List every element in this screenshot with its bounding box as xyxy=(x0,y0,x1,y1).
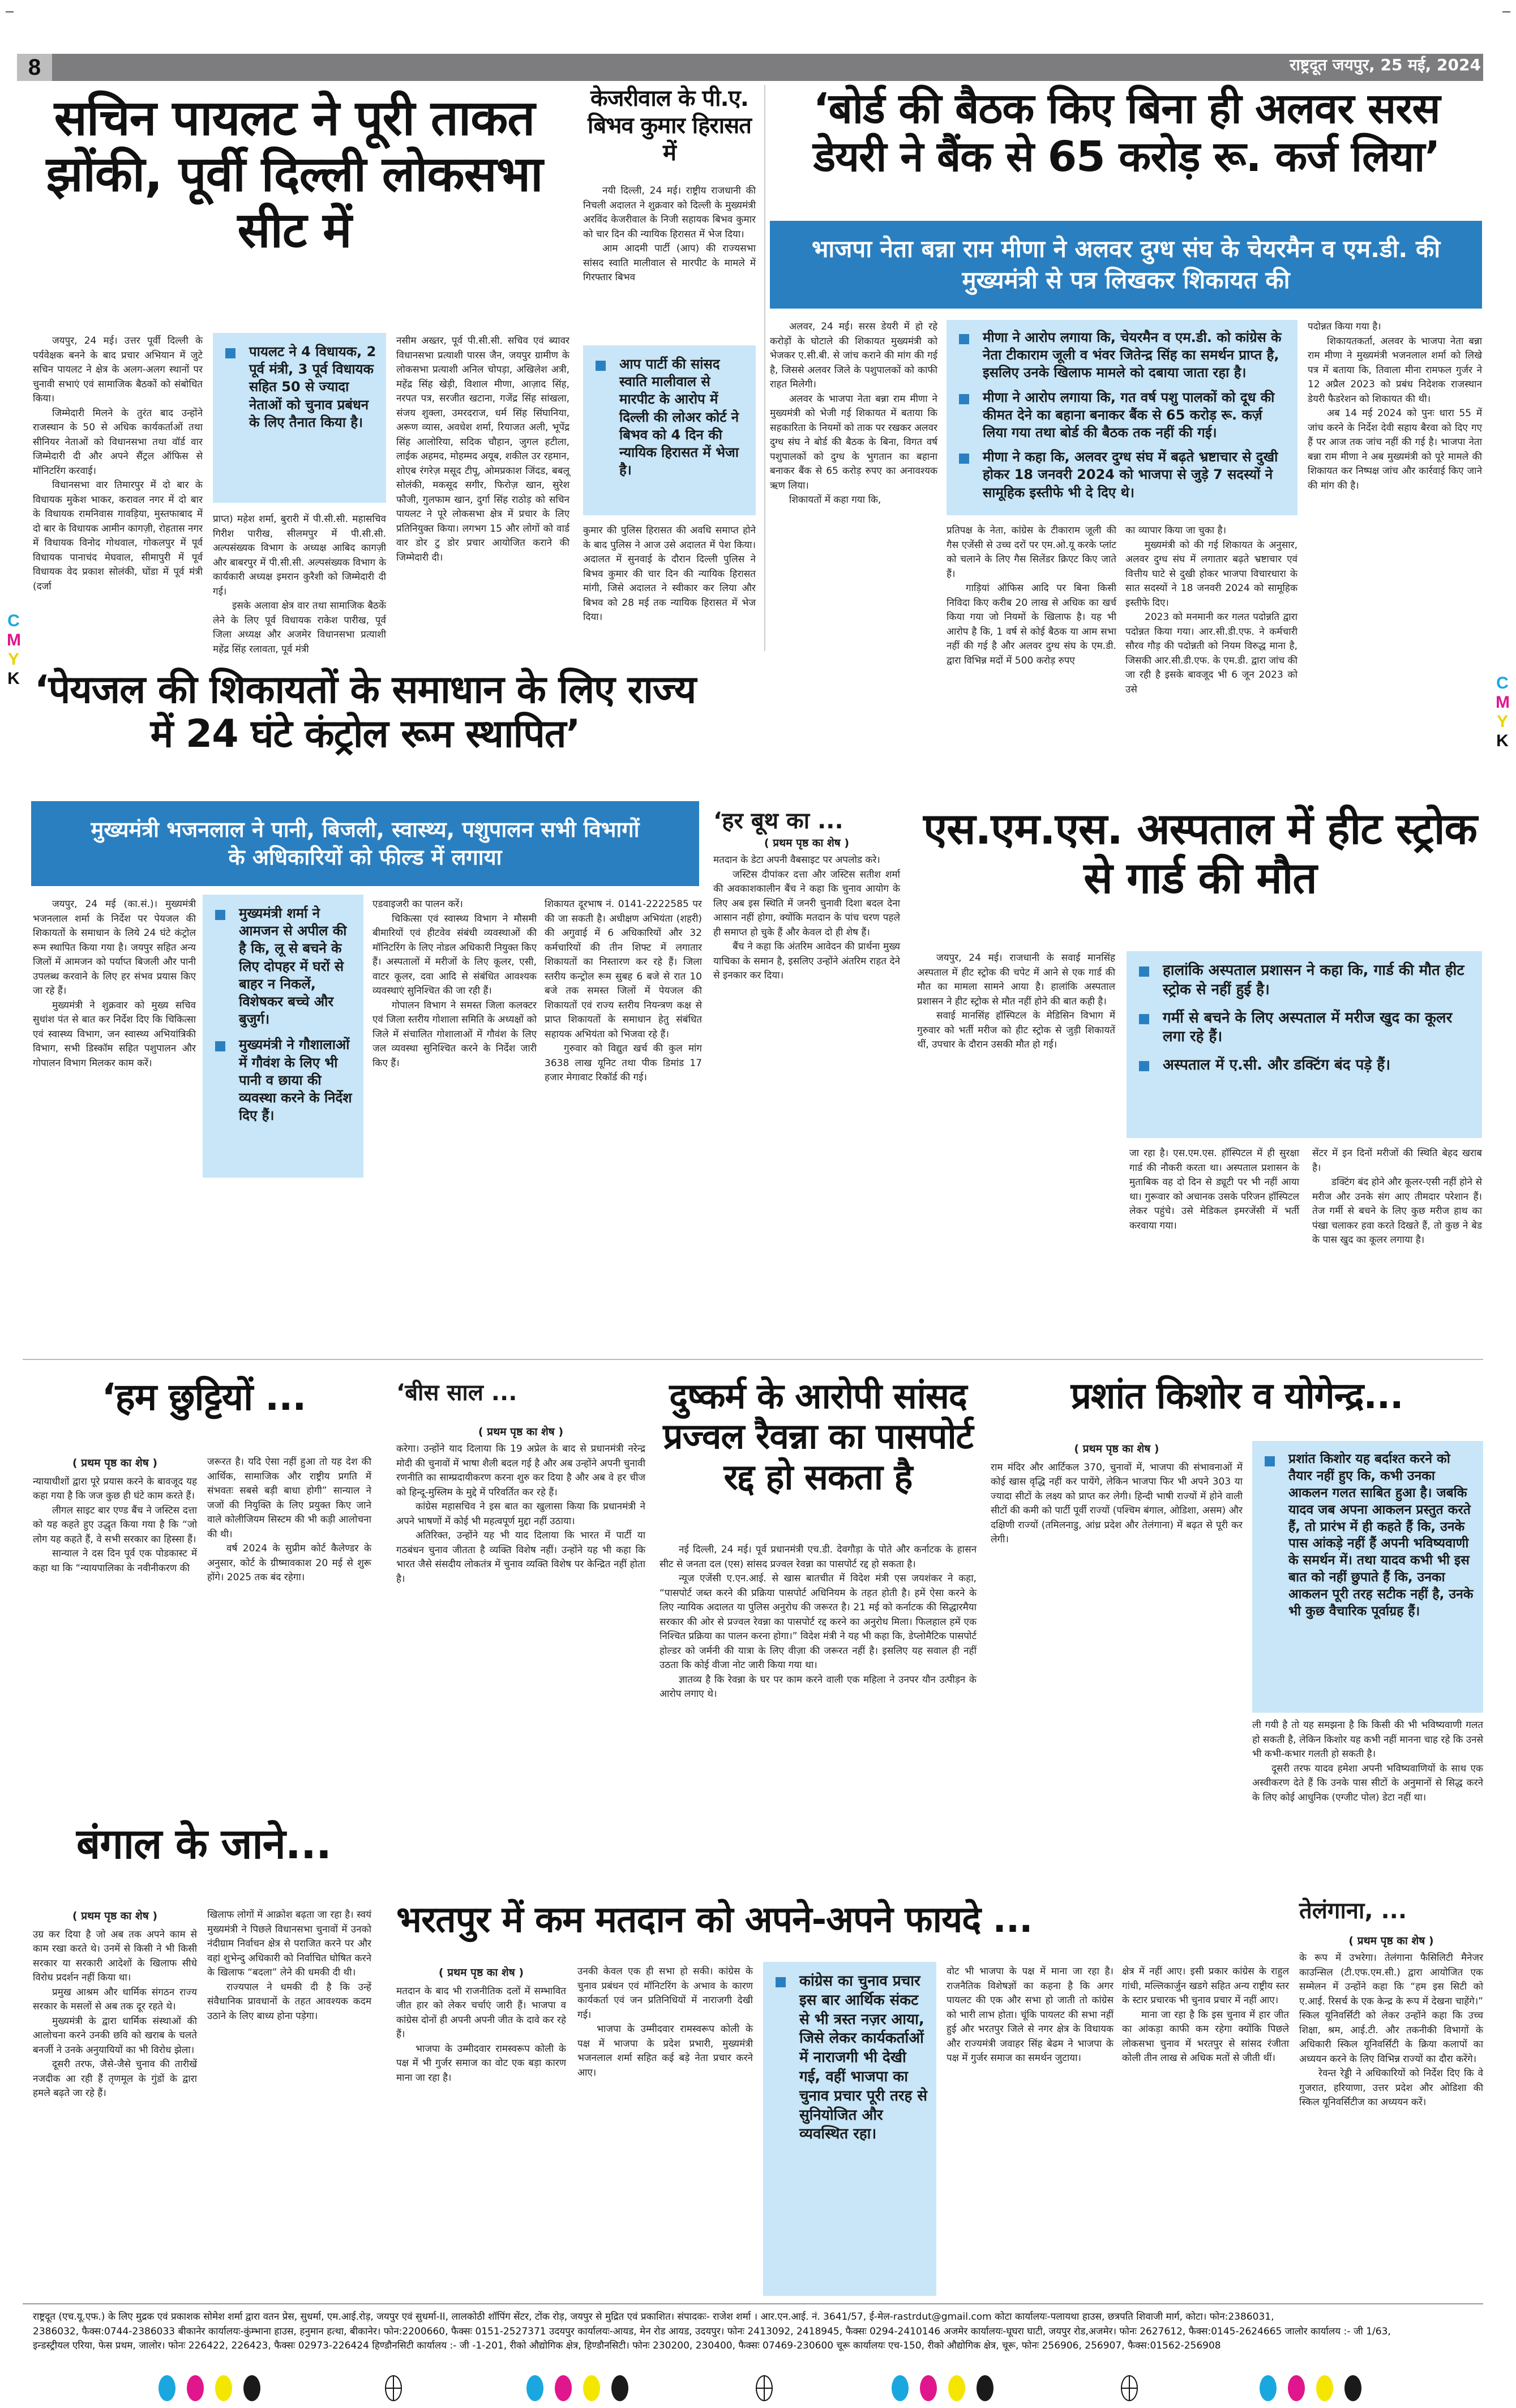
paragraph: करेगा। उन्होंने याद दिलाया कि 19 अप्रेल के बाद से प्रधानमंत्री नरेन्द्र मोदी की चुनावों में भाषा शैली बदल गई है और अब उन्होंने अपनी चुनावी रणनीति का साम्प्रदायीकरण करना शुरु कर दिया है और अब वे हर चीज को हिन्दू-मुस्लिम के मुद्दे में परिवर्तित कर रहे हैं। xyxy=(396,1443,645,1498)
kicker-bees: ‘बीस साल ... xyxy=(396,1380,517,1406)
highlight-text: गर्मी से बचने के लिए अस्पताल में मरीज खुद का कूलर लगा रहे हैं। xyxy=(1163,1009,1453,1046)
cmyk-k: K xyxy=(1496,732,1509,750)
continued-label: ( प्रथम पृष्ठ का शेष ) xyxy=(1074,1443,1159,1455)
highlight-text: प्रशांत किशोर यह बर्दाश्त करने को तैयार नहीं हुए कि, कभी उनका आकलन गलत साबित हुआ है। जबकि यादव जब अपना आकलन प्रस्तुत करते हैं, तो प्रारंभ में ही कहते हैं कि, उनके पास आंकड़े नहीं हैं अपनी भविष्यवाणी के समर्थन में। तथा यादव कभी भी इस बात को नहीं छुपाते हैं कि, उनका आकलन पूरी तरह सटीक नहीं है, उनके भी कुछ वैचारिक पूर्वाग्रह हैं। xyxy=(1288,1452,1474,1619)
pilot-col-1 xyxy=(33,334,203,651)
highlight-item xyxy=(1261,1451,1474,1620)
paragraph: खिलाफ लोगों में आक्रोश बढ़ता जा रहा है। स्वयं मुख्यमंत्री ने पिछले विधानसभा चुनावों में उनको नंदीग्राम निर्वाचन क्षेत्र से पराजित करने पर और वहां शुभेन्दु अधिकारी को निर्वाचित घोषित करने के खिलाफ “बदला” लेने की धमकी दी थी। xyxy=(207,1909,371,1978)
bharatpur-col-1 xyxy=(396,1965,566,2299)
kicker-holidays: ‘हम छुट्टियों ... xyxy=(101,1375,306,1419)
paragraph: उग्र कर दिया है जो अब तक अपने काम से काम रखा करते थे। उनमें से किसी ने भी किसी सरकार या सरकारी आदेशों के खिलाफ सीधे विरोध प्रदर्शन नहीं किया था। xyxy=(33,1928,197,1983)
paragraph: चिकित्सा एवं स्वास्थ्य विभाग ने मौसमी बीमारियों एवं हीटवेव संबंधी व्यवस्थाओं की मॉनिटरिंग के लिए नोडल अधिकारी नियुक्त किए हैं। अस्पतालों में मरीजों के लिए कूलर, एसी, वाटर कूलर, दवा आदि से संबंधित आवश्यक व्यवस्थाएं सुनिश्चित की जा रही हैं। xyxy=(372,913,537,996)
paragraph: सान्याल ने दस दिन पूर्व एक पोडकास्ट में कहा था कि “न्यायपालिका के नवीनीकरण की xyxy=(33,1548,197,1574)
alwar-col-3 xyxy=(1125,524,1297,695)
bharatpur-highlight-box xyxy=(763,1962,936,2296)
registration-target-icon xyxy=(385,2375,402,2401)
paragraph: जयपुर, 24 मई। उत्तर पूर्वी दिल्ली के पर्यवेक्षक बनने के बाद प्रचार अभियान में जुटे सचिन पायलट ने क्षेत्र के अलग-अलग स्थानों पर चुनावी सभाएं एवं सामाजिक बैठकों को संबोधित किया। xyxy=(33,335,203,404)
yellow-dot xyxy=(948,2375,965,2401)
bullet-square-icon xyxy=(225,348,235,358)
bullet-square-icon xyxy=(215,910,225,920)
highlight-text: मीणा ने आरोप लगाया कि, गत वर्ष पशु पालकों को दूध की कीमत देने का बहाना बनाकर बैंक से 65 करोड़ रू. कर्ज़ लिया गया तथा बोर्ड की बैठक तक नहीं की गई। xyxy=(983,389,1275,440)
bees-col xyxy=(396,1442,645,1586)
cmyk-y: Y xyxy=(1496,712,1508,731)
headline-kejriwal: केजरीवाल के पी.ए. बिभव कुमार हिरासत में xyxy=(588,85,751,166)
paragraph: डक्टिंग बंद होने और कूलर-एसी नहीं होने से मरीज और उनके संग आए तीमदार परेशान हैं। तेज गर्मी से बचने के लिए कुछ मरीज हाथ का पंखा चलाकर हवा करते दिखते हैं, तो कुछ ने बेड के पास खुद का कूलर लगाया है। xyxy=(1312,1177,1482,1246)
continued-label: ( प्रथम पृष्ठ का शेष ) xyxy=(764,837,850,849)
bullet-square-icon xyxy=(1265,1456,1275,1466)
bees-continuation xyxy=(396,1376,645,1885)
imprint-line: इन्डस्ट्रीयल एरिया, फेस प्रथम, जालोर। फोनः 226422, 226423, फैक्सः 02973-226424 हिण्डौनसिटी कार्यालय :- जी -1-201, रीको औद्योगिक क्षेत्र, हिण्डौनसिटी। फोनः 230200, 230400, फैक्सः 07469-230600 चूरू कार्यालयः एच-150, रीको औद्योगिक क्षेत्र, चूरू, फोनः 256906, 256907, फैक्स:01562-256908 xyxy=(33,2340,1221,2351)
paragraph: अलवर, 24 मई। सरस डेयरी में हो रहे करोड़ों के घोटाले की शिकायत मुख्यमंत्री को भेजकर ए.सी.बी. से जांच कराने की मांग की गई है, जिससे अलवर जिले के पशुपालकों को काफी राहत मिलेगी। xyxy=(770,321,937,390)
cyan-dot xyxy=(159,2375,175,2401)
headline-water: ‘पेयजल की शिकायतों के समाधान के लिए राज्य में 24 घंटे कंट्रोल रूम स्थापित’ xyxy=(34,668,696,757)
paragraph: एडवाइजरी का पालन करें। xyxy=(372,899,463,910)
headline-alwar: ‘बोर्ड की बैठक किए बिना ही अलवर सरस डेयरी ने बैंक से 65 करोड़ रू. कर्ज लिया’ xyxy=(813,84,1440,182)
paragraph: उनकी केवल एक ही सभा हो सकी। कांग्रेस के चुनाव प्रबंधन एवं मॉनिटरिंग के अभाव के कारण कार्यकर्ता एवं जन प्रतिनिधियों में नाराजगी देखी गई। xyxy=(577,1966,753,2021)
paragraph: गोपालन विभाग ने समस्त जिला कलक्टर एवं जिला स्तरीय गोशाला समिति के अध्यक्षों को जिले में संचालित गोशालाओं में गौवंश के लिए जल व्यवस्था सुनिश्चित करने के निर्देश जारी किए हैं। xyxy=(372,999,537,1069)
bharatpur-col-4 xyxy=(1122,1965,1289,2299)
booth-continuation xyxy=(713,804,900,1350)
crop-mark xyxy=(1502,11,1510,12)
paragraph: ली गयी है तो यह समझना है कि किसी की भी भविष्यवाणी गलत हो सकती है, लेकिन किशोर यह कभी नहीं मानना चाह रहे कि उनसे भी कभी-कभार गलती हो सकती है। xyxy=(1252,1720,1483,1760)
cyan-dot xyxy=(526,2375,543,2401)
telangana-col xyxy=(1299,1951,1483,2110)
cyan-dot xyxy=(1260,2375,1277,2401)
paragraph: अब 14 मई 2024 को पुनः धारा 55 में जांच करने के निर्देश देवी सहाय बैरवा को दिए गए हैं पर आज तक जांच नहीं की गई है। भाजपा नेता बन्ना राम मीणा ने अब मुख्यमंत्री को पूरे मामले की शिकायत कर निष्पक्ष जांच और कार्रवाई किए जाने की मांग की है। xyxy=(1308,408,1482,491)
alwar-highlight-box xyxy=(947,320,1297,515)
paragraph: गुरुवार को विद्युत खर्च की कुल मांग 3638 लाख यूनिट तथा पीक डिमांड 17 हजार मेगावाट रिकॉर्ड की गई। xyxy=(545,1043,702,1083)
paragraph: वर्ष 2024 के सुप्रीम कोर्ट कैलेण्डर के अनुसार, कोर्ट के ग्रीष्मावकाश 20 मई से शुरू होंगे। 2025 तक बंद रहेगा। xyxy=(207,1543,371,1583)
sms-highlight-box xyxy=(1127,951,1482,1138)
kejriwal-highlight-box xyxy=(583,345,756,515)
bullet-square-icon xyxy=(776,1977,786,1987)
bullet-square-icon xyxy=(1139,1014,1149,1024)
black-dot xyxy=(611,2375,628,2401)
water-col-2 xyxy=(372,897,537,1350)
prajwal-col xyxy=(659,1543,977,1894)
headline-sms: एस.एम.एस. अस्पताल में हीट स्ट्रोक से गार्ड की मौत xyxy=(923,803,1477,904)
headline-pk: प्रशांत किशोर व योगेन्द्र... xyxy=(1070,1375,1403,1417)
highlight-item xyxy=(772,1972,927,2144)
paragraph: प्रतिपक्ष के नेता, कांग्रेस के टीकाराम जूली की गैस एजेंसी से उच्च दरों पर एम.ओ.यू करके प्लांट को चलाने के लिए गैस सिलेंडर क्रिएट किए जाते हैं। xyxy=(947,525,1116,580)
dateline: राष्ट्रदूत जयपुर, 25 मई, 2024 xyxy=(1290,55,1481,74)
alwar-subhead-band: भाजपा नेता बन्ना राम मीणा ने अलवर दुग्ध संघ के चेयरमैन व एम.डी. की मुख्यमंत्री से पत्र लिखकर शिकायत की xyxy=(770,221,1482,309)
kicker-bengal: बंगाल के जाने... xyxy=(76,1820,332,1868)
paragraph: नई दिल्ली, 24 मई। पूर्व प्रधानमंत्री एच.डी. देवगौड़ा के पोते और कर्नाटक के हासन सीट से जनता दल (एस) सांसद प्रज्वल रेवन्ना का पासपोर्ट रद्द हो सकता है। xyxy=(659,1544,977,1570)
paragraph: कांग्रेस महासचिव ने इस बात का खुलासा किया कि प्रधानमंत्री ने अपने भाषणों में कोई भी महत्वपूर्ण मुद्दा नहीं उठाया। xyxy=(396,1501,645,1527)
highlight-text: अस्पताल में ए.सी. और डक्टिंग बंद पड़े हैं। xyxy=(1163,1057,1391,1074)
paragraph: सेंटर में इन दिनों मरीजों की स्थिति बेहद खराब है। xyxy=(1312,1148,1482,1174)
paragraph: प्रमुख आश्रम और धार्मिक संगठन राज्य सरकार के मसलों से अब तक दूर रहते थे। xyxy=(33,1986,197,2012)
pk-col-2 xyxy=(1252,1718,1483,1888)
kicker-booth: ‘हर बूथ का ... xyxy=(713,808,843,834)
bullet-square-icon xyxy=(1139,966,1149,977)
cmyk-registration-mark xyxy=(7,611,20,688)
black-dot xyxy=(1344,2375,1361,2401)
paragraph: जा रहा है। एस.एम.एस. हॉस्पिटल में ही सुरक्षा गार्ड की नौकरी करता था। अस्पताल प्रशासन के मुताबिक वह दो दिन से ड्यूटी पर भी नहीं आया था। गुरूवार को अचानक उसके परिजन हॉस्पिटल लेकर पहुंचे। उसे मेडिकल इमरजेंसी में भर्ती करवाया गया। xyxy=(1129,1148,1299,1231)
magenta-dot xyxy=(555,2375,572,2401)
column-rule xyxy=(764,85,765,651)
paragraph: अतिरिक्त, उन्होंने यह भी याद दिलाया कि भारत में पार्टी या गठबंधन चुनाव जीतता है व्यक्ति विशेष नहीं। उन्होंने यह भी कहा कि भारत जैसे संसदीय लोकतंत्र में चुनाव व्यक्ति विशेष पर केन्द्रित नहीं होता है। xyxy=(396,1530,645,1585)
cmyk-c: C xyxy=(1496,674,1509,692)
highlight-text: हालांकि अस्पताल प्रशासन ने कहा कि, गार्ड की मौत हीट स्ट्रोक से नहीं हुई है। xyxy=(1163,962,1464,998)
paragraph: का व्यापार किया जा चुका है। xyxy=(1125,525,1227,536)
footer-rule xyxy=(23,2303,1483,2304)
highlight-item xyxy=(956,448,1288,502)
paragraph: दूसरी तरफ, जैसे-जैसे चुनाव की तारीखें नजदीक आ रही हैं तृणमूल के गुंडों के द्वारा हमले बढ़ते जा रहे हैं। xyxy=(33,2059,197,2099)
highlight-text: आप पार्टी की सांसद स्वाति मालीवाल से मारपीट के आरोप में दिल्ली की लोअर कोर्ट ने बिभव को 4 दिन की न्यायिक हिरासत में भेजा है। xyxy=(619,356,739,478)
bharatpur-col-3 xyxy=(947,1965,1114,2299)
highlight-item xyxy=(592,356,747,479)
paragraph: शिकायतों में कहा गया कि, xyxy=(789,494,881,506)
paragraph: रेवन्त रेड्डी ने अधिकारियों को निर्देश दिए कि वे गुजरात, हरियाणा, उत्तर प्रदेश और ओडिशा की स्किल यूनिवर्सिटीज का अध्ययन करें। xyxy=(1299,2068,1483,2108)
bullet-square-icon xyxy=(959,454,969,464)
holidays-col-1 xyxy=(33,1455,197,1806)
magenta-dot xyxy=(920,2375,937,2401)
headline-bharatpur: भरतपुर में कम मतदान को अपने-अपने फायदे ... xyxy=(396,1899,1033,1941)
bullet-square-icon xyxy=(959,334,969,344)
magenta-dot xyxy=(187,2375,204,2401)
paragraph: कुमार की पुलिस हिरासत की अवधि समाप्त होने के बाद पुलिस ने आज उसे अदालत में पेश किया। अदालत में सुनवाई के दौरान दिल्ली पुलिस ने बिभव कुमार की चार दिन की न्यायिक हिरासत मांगी, जिसे अदालत ने स्वीकार कर लिया और बिभव को 28 मई तक न्यायिक हिरासत में भेज दिया। xyxy=(583,525,756,623)
water-col-3 xyxy=(545,897,702,1350)
pilot-col-2 xyxy=(213,512,386,655)
kejriwal-col-top xyxy=(583,184,756,340)
paragraph: मतदान के डेटा अपनी वैबसाइट पर अपलोड करे। xyxy=(713,854,880,866)
paragraph: 2023 को मनमानी कर गलत पदोन्नति द्वारा पदोन्नत किया गया। आर.सी.डी.एफ. ने कर्मचारी सौरव गौड़ की पदोन्नती को नियम विरुद्ध माना है, जिसकी आर.सी.डी.एफ. के एम.डी. द्वारा जांच की जा रही है इसके बावजूद भी 6 जून 2023 को उसे xyxy=(1125,611,1297,695)
highlight-item xyxy=(956,389,1288,442)
paragraph: जिम्मेदारी मिलने के तुरंत बाद उन्होंने राजस्थान के 50 से अधिक कार्यकर्ताओं तथा सीनियर नेताओं को विधानसभा तथा वॉर्ड वार जिम्मेदारी दी और अपने सैंट्रल ऑफिस से मॉनिटरिंग करवाई। xyxy=(33,407,203,477)
cmyk-y: Y xyxy=(7,650,19,669)
paragraph: मुख्यमंत्री के द्वारा धार्मिक संस्थाओं की आलोचना करने उनकी छवि को खराब के चलते बनर्जी ने उनके अनुयायियों का भी विरोध झेला। xyxy=(33,2015,197,2056)
paragraph: सवाई मानसिंह हॉस्पिटल के मेडिसिन विभाग में गुरुवार को भर्ती मरीज को हीट स्ट्रोक से जुड़ी शिकायतें थीं, उपचार के दौरान उसकी मौत हो गई। xyxy=(917,1010,1115,1050)
bullet-square-icon xyxy=(959,394,969,404)
water-highlight-box xyxy=(203,895,363,1178)
paragraph: न्यूज एजेंसी ए.एन.आई. से खास बातचीत में विदेश मंत्री एस जयशंकर ने कहा, “पासपोर्ट जब्त करने की प्रक्रिया पासपोर्ट अधिनियम के तहत होती है। हमें ऐसा करने के लिए न्यायिक अदालत या पुलिस अनुरोध की जरूरत है। 21 मई को कर्नाटक की सिद्धारमैया सरकार की ओर से प्रज्वल रेवन्ना का पासपोर्ट रद्द करने का अनुरोध मिला। फिलहाल हमें एक निश्चित प्रक्रिया का पालन करना होगा।” विदेश मंत्री ने यह भी कहा कि, डेप्लोमैटिक पासपोर्ट होल्डर को जर्मनी की यात्रा के लिए वीज़ा की जरूरत नहीं है। इसलिए यह सवाल ही नहीं उठता कि कोई वीजा नोट जारी किया गया था। xyxy=(659,1573,977,1671)
paragraph: लीगल साइट बार एण्ड बैंच ने जस्टिस दत्ता को यह कहते हुए उद्धृत किया गया है कि “जो लोग यह कहते हैं, वे सभी सरकार का हिस्सा हैं। xyxy=(33,1504,197,1545)
paragraph: क्षेत्र में नहीं आए। इसी प्रकार कांग्रेस के राहुल गांधी, मल्लिकार्जुन खडगे सहित अन्य राष्ट्रीय स्तर के स्टार प्रचारक भी चुनाव प्रचार में नहीं आए। xyxy=(1122,1966,1289,2006)
alwar-col-1 xyxy=(770,320,937,654)
paragraph: प्राप्त) महेश शर्मा, बुरारी में पी.सी.सी. महासचिव गिरीश पारीख, सीलमपुर में पी.सी.सी. अल्पसंख्यक विभाग के अध्यक्ष आबिद कागज़ी और बाबरपुर में पी.सी.सी. अल्पसंख्यक विभाग के कार्यकारी अध्यक्ष इमरान कुरैशी को जिम्मेदारी दी गई। xyxy=(213,514,386,597)
pilot-highlight-box xyxy=(213,333,386,503)
paragraph: शिकायत दूरभाष नं. 0141-2222585 पर की जा सकती है। अधीक्षण अभियंता (शहरी) की अगुवाई में 6 अधिकारियों और 32 कर्मचारियों की तीन शिफ्ट में लगातार शिकायतों का निस्तारण कर रहे हैं। जिला स्तरीय कन्ट्रोल रूम सुबह 6 बजे से रात 10 बजे तक समस्त जिलों में पेयजल की शिकायतों एवं राज्य स्तरीय नियन्त्रण कक्ष से प्राप्त शिकायतों के समाधान हेतु संबंधित सहायक अभियंता को भिजवा रहे हैं। xyxy=(545,899,702,1040)
alwar-col-4 xyxy=(1308,320,1482,654)
paragraph: न्यायाधीशों द्वारा पूरे प्रयास करने के बावजूद यह कहा गया है कि जज कुछ ही घंटे काम करते हैं। xyxy=(33,1475,197,1502)
headline-prajwal: दुष्कर्म के आरोपी सांसद प्रज्वल रैवन्ना का पासपोर्ट रद्द हो सकता है xyxy=(663,1375,973,1498)
cmyk-k: K xyxy=(7,669,20,688)
bullet-square-icon xyxy=(1139,1061,1149,1071)
black-dot xyxy=(243,2375,260,2401)
alwar-col-2 xyxy=(947,524,1116,666)
telangana-continuation xyxy=(1299,1894,1483,2299)
paragraph: दूसरी तरफ यादव हमेशा अपनी भविष्यवाणियों के साथ एक अस्वीकरण देते हैं कि उनके पास सीटों के अनुमानों से सिद्ध करने के लिए कोई आधुनिक (एग्जीट पोल) डेटा नहीं था। xyxy=(1252,1763,1483,1803)
cyan-dot xyxy=(892,2375,909,2401)
paragraph: विधानसभा वार तिमारपुर में दो बार के विधायक मुकेश भाकर, करावल नगर में दो बार के विधायक रामनिवास गावड़िया, मुस्तफाबाद में दो बार के विधायक आमीन कागज़ी, रोहतास नगर में विधायक विनोद गोथवाल, गोकलपुर में पूर्व विधायक पानाचंद मेघवाल, सीमापुरी में पूर्व विधायक वेद प्रकाश सोलंकी, घोंडा में पूर्व मंत्री (दर्जा xyxy=(33,480,203,592)
paragraph: जस्टिस दीपांकर दत्ता और जस्टिस सतीश शर्मा की अवकाशकालीन बैंच ने कहा कि चुनाव आयोग के लिए अब इस स्थिति में जनरी चुनावी दिशा बदल देना आसान नहीं होगा, क्योंकि मतदान के पांच चरण पहले ही समाप्त हो चुके हैं और केवल दो ही शेष हैं। xyxy=(713,869,900,938)
imprint-footer xyxy=(33,2310,1482,2354)
paragraph: बैंच ने कहा कि अंतरिम आवेदन की प्रार्थना मुख्य याचिका के समान है, इसलिए उन्होंने अंतरिम राहत देने से इनकार कर दिया। xyxy=(713,941,900,981)
sms-col-1 xyxy=(917,951,1115,1348)
bharatpur-col-2 xyxy=(577,1965,753,2299)
imprint-line: राष्ट्रदूत (एच.यू.एफ.) के लिए मुद्रक एवं प्रकाशक सोमेश शर्मा द्वारा वतन प्रेस, सुधर्मा, एम.आई.रोड़, जयपुर एवं सुधर्मा-II, लालकोठी शॉपिंग सेंटर, टोंक रोड़, जयपुर से मुद्रित एवं प्रकाशित। संपादकः- राजेश शर्मा । आर.एन.आई. नं. 3641/57, ई-मेल-rastrdut@gmail.com कोटा कार्यालयः-पलायथा हाउस, छत्रपति शिवाजी मार्ग, कोटा। फोन:2386031, xyxy=(33,2311,1274,2323)
highlight-item xyxy=(222,343,377,431)
sms-col-3 xyxy=(1312,1147,1482,1350)
highlight-item xyxy=(956,329,1288,382)
page-header-band xyxy=(17,54,1483,81)
cmyk-m: M xyxy=(1496,693,1510,712)
paragraph: माना जा रहा है कि इस चुनाव में हार जीत का आंकड़ा काफी कम रहेगा क्योंकि पिछले लोकसभा चुनाव में भरतपुर से सांसद रंजीता कोली तीन लाख से अधिक मतों से जीती थीं। xyxy=(1122,2009,1289,2064)
highlight-item xyxy=(212,1036,354,1124)
cmyk-c: C xyxy=(7,611,20,630)
continued-label: ( प्रथम पृष्ठ का शेष ) xyxy=(72,1910,158,1922)
continued-label: ( प्रथम पृष्ठ का शेष ) xyxy=(72,1457,158,1469)
paragraph: मुख्यमंत्री ने शुक्रवार को मुख्य सचिव सुधांश पंत से बात कर निर्देश दिए कि चिकित्सा एवं स्वास्थ्य विभाग, जन स्वास्थ्य अभियांत्रिकी विभाग, सभी डिस्कॉम सहित पशुपालन और गोपालन विभाग मिलकर काम करें। xyxy=(33,999,196,1069)
pk-highlight-box xyxy=(1252,1441,1483,1713)
paragraph: ज्ञातव्य है कि रेवन्ना के घर पर काम करने वाली एक महिला ने उनपर यौन उत्पीड़न के आरोप लगाए थे। xyxy=(659,1674,977,1700)
page-number: 8 xyxy=(17,54,52,81)
sms-col-2 xyxy=(1129,1147,1299,1350)
paragraph: जयपुर, 24 मई। राजधानी के सवाई मानसिंह अस्पताल में हीट स्ट्रोक की चपेट में आने से एक गार्ड की मौत का मामला सामने आया है। हालांकि अस्पताल प्रशासन ने हीट स्ट्रोक से मौत नहीं होने की बात कही है। xyxy=(917,952,1115,1007)
pilot-col-3 xyxy=(396,334,569,651)
bengal-col-1 xyxy=(33,1908,197,2299)
pk-col-1 xyxy=(991,1441,1243,1803)
paragraph: नयी दिल्ली, 24 मई। राष्ट्रीय राजधानी की निचली अदालत ने शुक्रवार को दिल्ली के मुख्यमंत्री अरविंद केजरीवाल के निजी सहायक बिभव कुमार को चार दिन की न्यायिक हिरासत में भेज दिया। xyxy=(583,185,756,240)
paragraph: पदोन्नत किया गया है। xyxy=(1308,321,1381,332)
paragraph: इसके अलावा क्षेत्र वार तथा सामाजिक बैठकें लेने के लिए पूर्व विधायक राकेश पारीख, पूर्व जिला अध्यक्ष और अजमेर विधानसभा प्रत्याशी महेंद्र सिंह रलावता, पूर्व मंत्री xyxy=(213,600,386,655)
paragraph: नसीम अख्तर, पूर्व पी.सी.सी. सचिव एवं ब्यावर विधानसभा प्रत्याशी पारस जैन, जयपुर ग्रामीण के लोकसभा प्रत्याशी अनिल चोपड़ा, अखिलेश अत्री, महेंद्र सिंह खेड़ी, विशाल मीणा, आज़ाद सिंह, नरपत पत्र, सरजीत खटाना, गजेंद्र सिंह सांखला, संजय शुक्ला, उमरदराज, धर्म सिंह सिंघानिया, अरूण व्यास, अवधेश शर्मा, रियाजत अली, भूपेंद्र सिंह आलोरिया, सदिक चौहान, जुगल हटीला, लाईक अहमद, मोहम्मद अयूब, शकील उर रहमान, शोएब रंगरेज़ मसूद टीपू, ओमप्रकाश जिंदड, बबलू सोलंकी, मकसूद सगीर, फिरोज़ खान, सुरेश फौजी, गुलफाम खान, दुर्गा सिंह राठोड़ को सचिन पायलट ने पूरे लोकसभा क्षेत्र में प्रचार के लिए प्रतिनियुक्त किया। लगभग 15 और लोगों को वार्ड वार डोर टु डोर प्रचार आयोजित कराने की जिम्मेदारी दी। xyxy=(396,335,569,563)
paragraph: मुख्यमंत्री को की गई शिकायत के अनुसार, अलवर दुग्ध संघ में लगातार बढ़ते भ्रष्टाचार एवं वित्तीय घाटे से दुखी होकर भाजपा विचारधारा के सात सदस्यों ने 18 जनवरी 2024 को सामूहिक इस्तीफे दिए। xyxy=(1125,539,1297,609)
yellow-dot xyxy=(583,2375,600,2401)
kicker-telangana: तेलंगाना, ... xyxy=(1299,1898,1407,1924)
highlight-item xyxy=(1136,1056,1473,1075)
paragraph: वोट भी भाजपा के पक्ष में माना जा रहा है। राजनैतिक विशेषज्ञों का कहना है कि अगर पायलट की एक और सभा हो जाती तो कांग्रेस को भारी लाभ होता। चूंकि पायलट की सभा नहीं हुई और भरतपुर जिले से नगर क्षेत्र के विधायक और राज्यमंत्री जवाहर सिंह बेढम ने भाजपा के पक्ष में गुर्जर समाज का समर्थन जुटाया। xyxy=(947,1966,1114,2064)
registration-target-icon xyxy=(1121,2375,1138,2401)
highlight-text: मुख्यमंत्री शर्मा ने आमजन से अपील की है कि, लू से बचने के लिए दोपहर में घरों से बाहर न निकलें, विशेषकर बच्चे और बुजुर्ग। xyxy=(239,905,347,1028)
highlight-item xyxy=(1136,1009,1473,1047)
crop-mark xyxy=(6,11,14,12)
paragraph: गाड़ियां ऑफिस आदि पर बिना किसी निविदा किए करीब 20 लाख से अधिक का खर्च किया गया जो नियमों के खिलाफ है। यह भी आरोप है कि, 1 वर्ष से कोई बैठक या आम सभा नहीं की गई है और अलवर दुग्ध संघ के एम.डी. द्वारा विभिन्न मदों में 500 करोड़ रुपए xyxy=(947,583,1116,666)
paragraph: जयपुर, 24 मई (का.सं.)। मुख्यमंत्री भजनलाल शर्मा के निर्देश पर पेयजल की शिकायतों के समाधान के लिये 24 घंटे कंट्रोल रूम स्थापित किया गया है। जयपुर सहित अन्य जिलों में आमजन को पर्याप्त बिजली और पानी उपलब्ध करवाने के लिए हर संभव प्रयास किए जा रहे हैं। xyxy=(33,899,196,996)
paragraph: राज्यपाल ने धमकी दी है कि उन्हें संवैधानिक प्रावधानों के तहत आवश्यक कदम उठाने के लिए बाध्य होना पड़ेगा। xyxy=(207,1981,371,2022)
paragraph: भाजपा के उम्मीदवार रामस्वरूप कोली के पक्ष में भाजपा के प्रदेश प्रभारी, मुख्यमंत्री भजनलाल शर्मा सहित कई बड़े नेता प्रचार करने आए। xyxy=(577,2024,753,2078)
paragraph: शिकायतकर्ता, अलवर के भाजपा नेता बन्ना राम मीणा ने मुख्यमंत्री भजनलाल शर्मा को लिखे पत्र में बताया कि, तिवाला मीना रामफल गुर्जर ने 12 अप्रैल 2023 को प्रबंध निदेशक राजस्थान डेयरी फैडरेशन को शिकायत की थी। xyxy=(1308,335,1482,405)
paragraph: के रूप में उभरेगा। तेलंगाना फैसिलिटी मैनेजर काउन्सिल (टी.एफ.एम.सी.) द्वारा आयोजित एक सम्मेलन में उन्होंने कहा कि “हम इस सिटी को ए.आई. रिसर्च के एक केन्द्र के रूप में देखना चाहेंगे।” स्किल यूनिवर्सिटी को लेकर उन्होंने कहा कि उच्च शिक्षा, श्रम, आई.टी. और तकनीकी विभागों के अधिकारी स्किल यूनिवर्सिटी के क्रिया कलापों का अध्ययन करने के लिए विभिन्न राज्यों का दौरा करेंगे। xyxy=(1299,1952,1483,2065)
yellow-dot xyxy=(1316,2375,1333,2401)
yellow-dot xyxy=(215,2375,232,2401)
kejriwal-col-bottom xyxy=(583,524,756,651)
paragraph: भाजपा के उम्मीदवार रामस्वरूप कोली के पक्ष में भी गुर्जर समाज का वोट एक बड़ा कारण माना जा रहा है। xyxy=(396,2043,566,2084)
highlight-text: कांग्रेस का चुनाव प्रचार इस बार आर्थिक संकट से भी त्रस्त नज़र आया, जिसे लेकर कार्यकर्ताओं में नाराजगी भी देखी गई, वहीं भाजपा का चुनाव प्रचार पूरी तरह से सुनियोजित और व्यवस्थित रहा। xyxy=(799,1973,927,2143)
section-divider xyxy=(23,1359,1483,1360)
holidays-col-2 xyxy=(207,1455,371,1806)
paragraph: मतदान के बाद भी राजनीतिक दलों में सम्भावित जीत हार को लेकर चर्चाएं जारी हैं। भाजपा व कांग्रेस दोनों ही अपनी अपनी जीत के दावे कर रहे हैं। xyxy=(396,1985,566,2040)
bullet-square-icon xyxy=(215,1041,225,1051)
bullet-square-icon xyxy=(596,361,606,371)
cmyk-m: M xyxy=(7,631,21,649)
highlight-item xyxy=(212,905,354,1028)
highlight-item xyxy=(1136,961,1473,1000)
cmyk-registration-mark xyxy=(1496,674,1509,751)
highlight-text: मुख्यमंत्री ने गौशालाओं में गौवंश के लिए भी पानी व छाया की व्यवस्था करने के निर्देश दिए हैं। xyxy=(239,1037,352,1124)
imprint-line: 2386032, फैक्स:0744-2386033 बीकानेर कार्यालयः-कुंम्भाना हाउस, हनुमान हत्था, बीकानेर। फोन:2200660, फैक्सः 0151-2527371 उदयपुर कार्यालयः-आयड, मेन रोड आयड, उदयपुर। फोनः 2413092, 2418945, फैक्सः 0294-2410146 अजमेर कार्यालयः-घूघरा घाटी, जयपुर रोड,अजमेर। फोनः 2627612, फैक्स:0145-2624665 जालोर कार्यालय :- जी 1/63, xyxy=(33,2325,1391,2337)
continued-label: ( प्रथम पृष्ठ का शेष ) xyxy=(478,1426,564,1438)
highlight-text: मीणा ने कहा कि, अलवर दुग्ध संघ में बढ़ते भ्रष्टाचार से दुखी होकर 18 जनवरी 2024 को भाजपा से जुड़े 7 सदस्यों ने सामूहिक इस्तीफे भी दे दिए थे। xyxy=(983,449,1278,501)
black-dot xyxy=(977,2375,993,2401)
continued-label: ( प्रथम पृष्ठ का शेष ) xyxy=(438,1966,524,1979)
paragraph: आम आदमी पार्टी (आप) की राज्यसभा सांसद स्वाति मालीवाल से मारपीट के मामले में गिरफ्तार बिभव xyxy=(583,243,756,283)
magenta-dot xyxy=(1288,2375,1305,2401)
paragraph: जरूरत है। यदि ऐसा नहीं हुआ तो यह देश की आर्थिक, सामाजिक और राष्ट्रीय प्रगति में संभवतः सबसे बड़ी बाधा होगी” सान्याल ने जजों की नियुक्ति के लिए प्रयुक्त किए जाने वाले कोलीजियम सिस्टम की भी कड़ी आलोचना की थी। xyxy=(207,1456,371,1540)
booth-col xyxy=(713,853,900,983)
paragraph: राम मंदिर और आर्टिकल 370, चुनावों में, भाजपा की संभावनाओं में कोई खास वृद्धि नहीं कर पायेंगे, लेकिन भाजपा फिर भी अपने 303 या ज्यादा सीटों के लक्ष्य को प्राप्त कर लेगी। हिन्दी भाषी राज्यों में होने वाली सीटों की कमी को पार्टी पूर्वी राज्यों (पश्चिम बंगाल, ओडिशा, असम) और दक्षिणी राज्यों (तमिलनाडु, आंध्र प्रदेश और तेलंगाना) में बढ़त से पूरी कर लेगी। xyxy=(991,1461,1243,1545)
bengal-col-2 xyxy=(207,1908,371,2299)
water-col-1 xyxy=(33,897,196,1350)
registration-target-icon xyxy=(756,2375,773,2401)
highlight-text: पायलट ने 4 विधायक, 2 पूर्व मंत्री, 3 पूर्व विधायक सहित 50 से ज्यादा नेताओं को चुनाव प्रबंधन के लिए तैनात किया है। xyxy=(249,344,376,430)
highlight-text: मीणा ने आरोप लगाया कि, चेयरमैन व एम.डी. को कांग्रेस के नेता टीकाराम जूली व भंवर जितेन्द्र सिंह का समर्थन प्राप्त है, इसलिए उनके खिलाफ मामले को दबाया जाता रहा है। xyxy=(983,330,1282,381)
water-subhead-band: मुख्यमंत्री भजनलाल ने पानी, बिजली, स्वास्थ्य, पशुपालन सभी विभागों के अधिकारियों को फील्ड में लगाया xyxy=(31,801,699,886)
paragraph: अलवर के भाजपा नेता बन्ना राम मीणा ने मुख्यमंत्री को भेजी गई शिकायत में बताया कि सहकारिता के नियमों को ताक पर रखकर अलवर दुग्ध संघ ने बोर्ड की बैठक के बिना, विगत वर्ष पशुपालकों को दुग्ध के भुगतान का बहाना बनाकर बैंक से 65 करोड़ रुपए का अनावश्यक ऋण लिया। xyxy=(770,393,937,491)
continued-label: ( प्रथम पृष्ठ का शेष ) xyxy=(1348,1935,1434,1947)
headline-pilot: सचिन पायलट ने पूरी ताकत झोंकी, पूर्वी दिल्ली लोकसभा सीट में xyxy=(46,90,543,259)
